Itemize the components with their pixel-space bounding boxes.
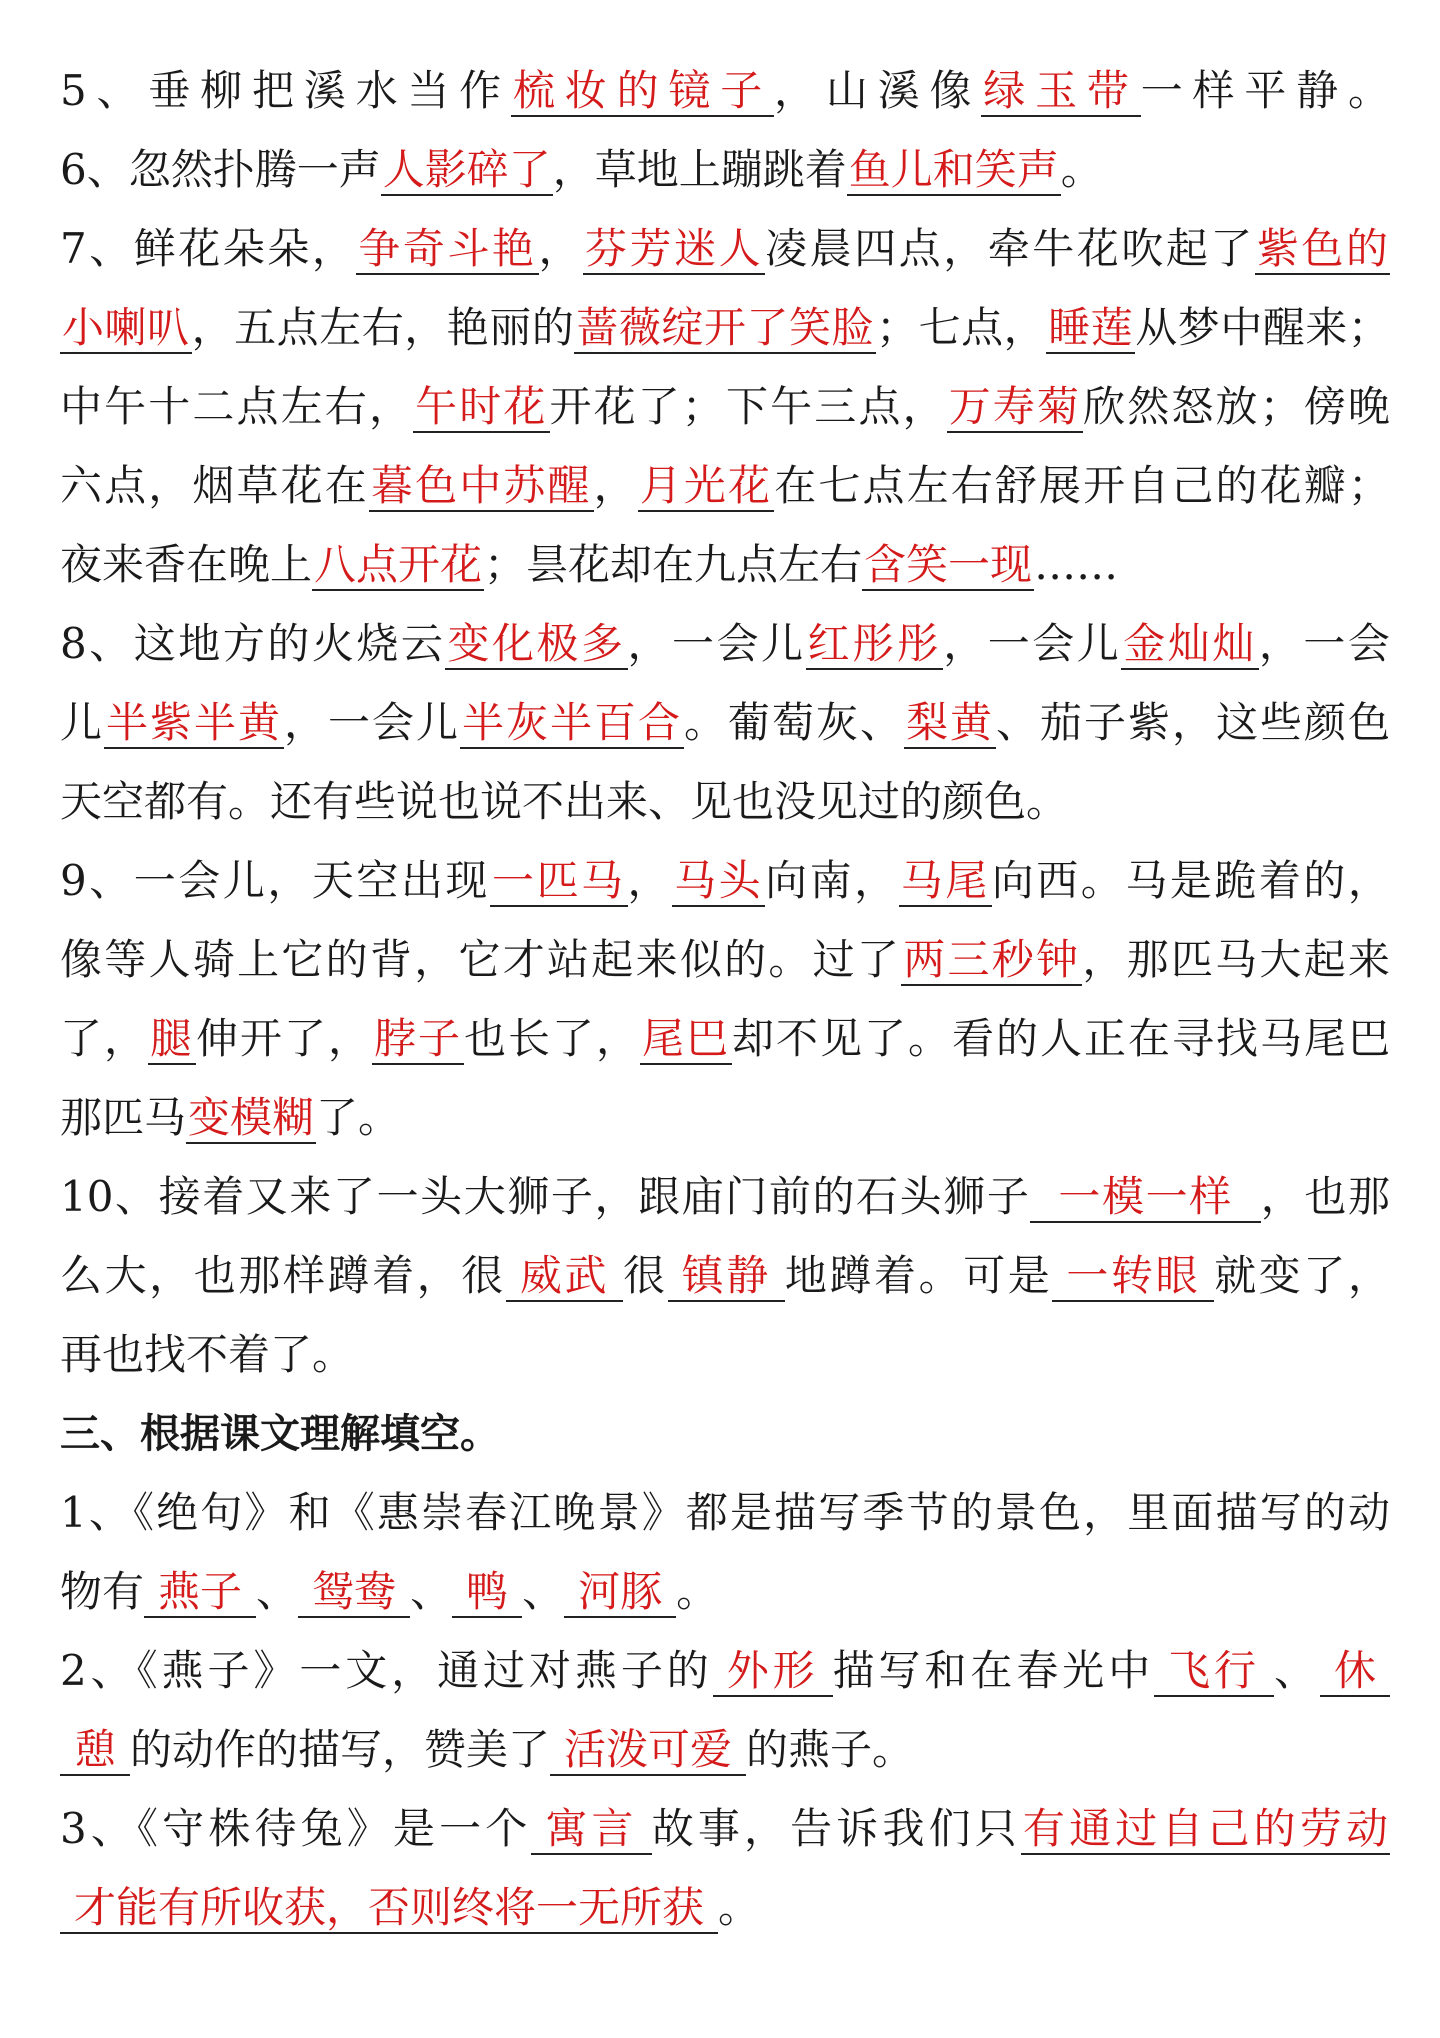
text-run: 那匹马 [60, 1093, 187, 1142]
text-run: 、茄子紫，这些颜色 [995, 698, 1390, 747]
answer-blank: 才能有所收获，否则终将一无所获 [60, 1883, 718, 1934]
answer-blank: 一匹马 [491, 856, 626, 905]
text-line [60, 1721, 1390, 1779]
text-run: 的燕子。 [746, 1725, 915, 1774]
answer-blank: 镇静 [668, 1251, 785, 1302]
text-run: 。葡萄灰、 [683, 698, 904, 747]
text-run: 、 [410, 1567, 453, 1616]
answer-blank: 尾巴 [642, 1014, 730, 1063]
text-run: 么大，也那样蹲着，很 [60, 1251, 506, 1300]
text-line [60, 931, 1390, 989]
answer-blank: 红彤彤 [807, 619, 942, 668]
text-run: 了， [60, 1014, 148, 1063]
answer-blank: 飞行 [1154, 1646, 1274, 1697]
text-run: 了。 [316, 1093, 401, 1142]
text-run: 8、这地方的火烧云 [60, 619, 446, 668]
text-run: 就变了， [1214, 1251, 1390, 1300]
text-line [60, 378, 1390, 436]
answer-blank: 小喇叭 [62, 303, 190, 352]
text-run: 中午十二点左右， [60, 382, 414, 431]
text-line [60, 852, 1390, 910]
text-run: ；昙花却在九点左右 [484, 540, 863, 589]
text-run: 在七点左右舒展开自己的花瓣； [774, 461, 1390, 510]
answer-blank: 梨黄 [905, 698, 994, 747]
answer-blank: 有通过自己的劳动 [1022, 1804, 1388, 1853]
text-run: 。 [676, 1567, 719, 1616]
answer-blank: 人影碎了 [382, 145, 551, 194]
text-run: 天空都有。还有些说也说不出来、见也没见过的颜色。 [60, 777, 1069, 826]
answer-blank: 梳妆的镜子 [513, 66, 773, 115]
text-line [60, 1168, 1390, 1226]
text-line [60, 1247, 1390, 1305]
text-line [60, 220, 1390, 278]
document-body [60, 62, 1390, 1958]
text-line [60, 1405, 1390, 1463]
text-run: 物有 [60, 1567, 145, 1616]
answer-blank: 金灿灿 [1123, 619, 1257, 668]
answer-blank: 蔷薇绽开了笑脸 [576, 303, 875, 352]
text-run: 儿 [60, 698, 104, 747]
text-run: 伸开了， [196, 1014, 372, 1063]
text-line [60, 62, 1390, 120]
text-run: 。 [718, 1883, 761, 1932]
text-line [60, 694, 1390, 752]
text-run: 2、《燕子》一文，通过对燕子的 [60, 1646, 713, 1695]
text-run: ， [538, 224, 584, 273]
text-run: 向西。马是跪着的， [991, 856, 1390, 905]
answer-blank: 一转眼 [1052, 1251, 1214, 1302]
answer-blank: 月光花 [639, 461, 773, 510]
text-run: 7、鲜花朵朵， [60, 224, 357, 273]
text-run: ，一会儿 [284, 698, 460, 747]
section-heading: 三、根据课文理解填空。 [60, 1411, 500, 1457]
text-run: 3、《守株待兔》是一个 [60, 1804, 532, 1853]
text-run: …… [1034, 540, 1119, 589]
text-run: 的动作的描写，赞美了 [130, 1725, 551, 1774]
text-run: ，那匹马大起来 [1082, 935, 1390, 984]
text-line [60, 536, 1390, 594]
answer-blank: 马头 [674, 856, 764, 905]
text-run: 开花了；下午三点， [549, 382, 947, 431]
answer-blank: 外形 [713, 1646, 833, 1697]
text-run: 、 [522, 1567, 565, 1616]
text-run: 描写和在春光中 [832, 1646, 1155, 1695]
answer-blank: 变化极多 [447, 619, 626, 668]
answer-blank: 两三秒钟 [903, 935, 1081, 984]
answer-blank: 河豚 [564, 1567, 676, 1618]
text-line [60, 457, 1390, 515]
answer-blank: 活泼可爱 [550, 1725, 746, 1776]
text-line [60, 1642, 1390, 1700]
answer-blank: 鸳鸯 [298, 1567, 410, 1618]
text-line [60, 1326, 1390, 1384]
text-run: 6、忽然扑腾一声 [60, 145, 381, 194]
answer-blank: 鸭 [452, 1567, 522, 1618]
text-line [60, 299, 1390, 357]
text-run: 1、《绝句》和《惠崇春江晚景》都是描写季节的景色，里面描写的动 [60, 1488, 1390, 1537]
answer-blank: 绿玉带 [983, 66, 1139, 115]
answer-blank: 一模一样 [1030, 1172, 1260, 1223]
answer-blank: 睡莲 [1048, 303, 1134, 352]
answer-blank: 争奇斗艳 [358, 224, 537, 273]
text-run: ，山溪像 [774, 66, 982, 115]
text-run: 、 [1274, 1646, 1320, 1695]
text-run: 一样平静。 [1140, 66, 1390, 115]
text-line [60, 1484, 1390, 1542]
answer-blank: 变模糊 [188, 1093, 315, 1142]
text-line [60, 1879, 1390, 1937]
text-run: 从梦中醒来； [1135, 303, 1390, 352]
answer-blank: 半紫半黄 [106, 698, 282, 747]
answer-blank: 八点开花 [314, 540, 483, 589]
text-run: 欣然怒放；傍晚 [1083, 382, 1390, 431]
text-run: 夜来香在晚上 [60, 540, 313, 589]
text-run: ，草地上蹦跳着 [552, 145, 847, 194]
text-run: ，一会 [1258, 619, 1390, 668]
answer-blank: 马尾 [900, 856, 990, 905]
answer-blank: 憩 [60, 1725, 130, 1776]
text-line [60, 773, 1390, 831]
text-line [60, 1089, 1390, 1147]
answer-blank: 寓言 [531, 1804, 651, 1855]
text-run: ；七点， [876, 303, 1047, 352]
text-run: ，一会儿 [627, 619, 806, 668]
text-line [60, 1010, 1390, 1068]
text-run: 10、接着又来了一头大狮子，跟庙门前的石头狮子 [60, 1172, 1031, 1221]
text-run: 9、一会儿，天空出现 [60, 856, 490, 905]
text-line [60, 615, 1390, 673]
answer-blank: 紫色的 [1256, 224, 1388, 273]
text-run: 5、垂柳把溪水当作 [60, 66, 511, 115]
text-line [60, 1800, 1390, 1858]
answer-blank: 脖子 [374, 1014, 462, 1063]
answer-blank: 暮色中苏醒 [370, 461, 592, 510]
answer-blank: 威武 [506, 1251, 623, 1302]
answer-blank: 芬芳迷人 [585, 224, 764, 273]
text-run: ，一会儿 [943, 619, 1122, 668]
text-run: 再也找不着了。 [60, 1330, 355, 1379]
text-run: ，也那 [1260, 1172, 1390, 1221]
text-run: ， [627, 856, 673, 905]
answer-blank: 半灰半百合 [462, 698, 682, 747]
text-run: ， [593, 461, 638, 510]
text-run: 凌晨四点，牵牛花吹起了 [765, 224, 1255, 273]
text-run: 故事，告诉我们只 [651, 1804, 1021, 1853]
text-run: 、 [256, 1567, 299, 1616]
text-run: ，五点左右，艳丽的 [191, 303, 575, 352]
answer-blank: 鱼儿和笑声 [848, 145, 1059, 194]
answer-blank: 万寿菊 [948, 382, 1082, 431]
answer-blank: 休 [1320, 1646, 1390, 1697]
text-line [60, 1563, 1390, 1621]
text-run: 。 [1060, 145, 1103, 194]
answer-blank: 含笑一现 [864, 540, 1033, 589]
answer-blank: 午时花 [415, 382, 548, 431]
text-run: 也长了， [464, 1014, 640, 1063]
answer-blank: 燕子 [144, 1567, 256, 1618]
answer-blank: 腿 [150, 1014, 194, 1063]
text-run: 六点，烟草花在 [60, 461, 369, 510]
text-run: 像等人骑上它的背，它才站起来似的。过了 [60, 935, 902, 984]
text-run: 很 [623, 1251, 668, 1300]
text-line [60, 141, 1390, 199]
text-run: 地蹲着。可是 [784, 1251, 1053, 1300]
text-run: 向南， [765, 856, 899, 905]
text-run: 却不见了。看的人正在寻找马尾巴 [732, 1014, 1390, 1063]
